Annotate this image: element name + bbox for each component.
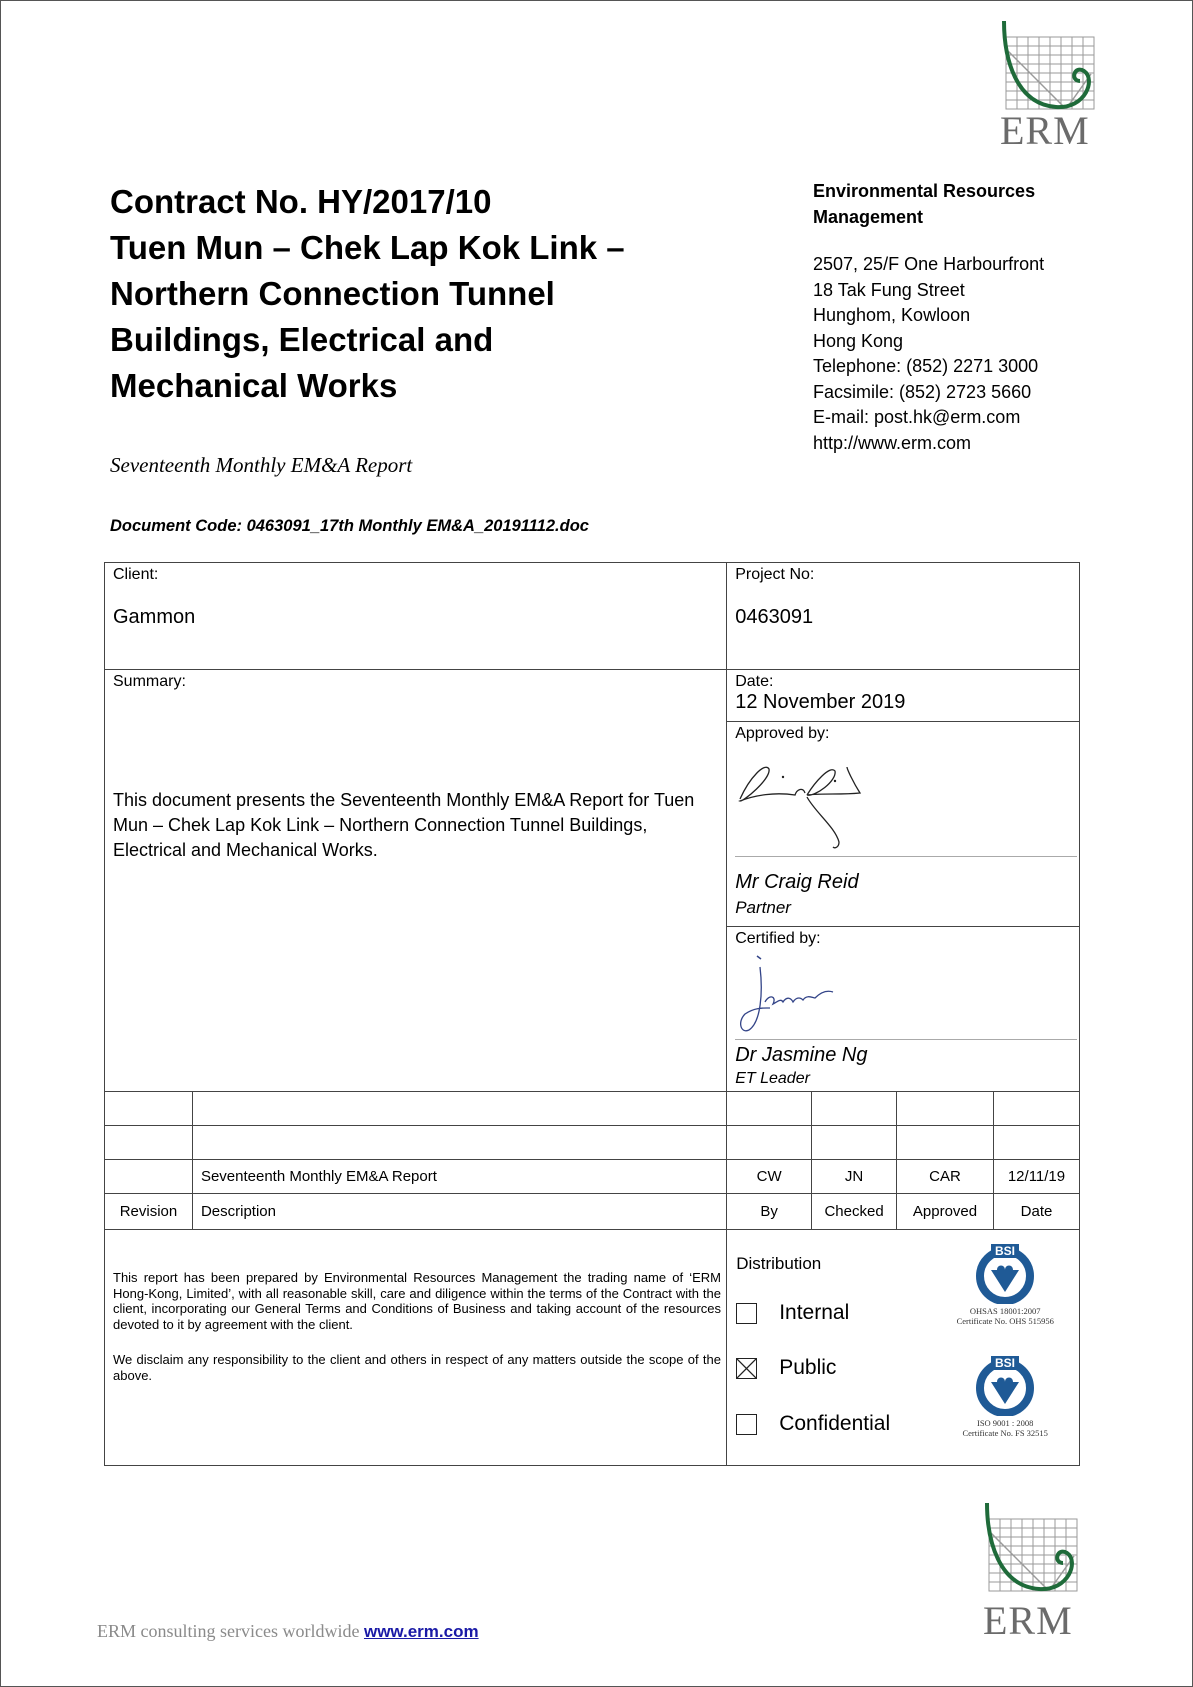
client-label: Client:: [113, 566, 159, 583]
distribution-option-confidential[interactable]: [736, 1412, 890, 1436]
approved-cell: [897, 1092, 994, 1126]
bsi-kitemark-icon: [973, 1240, 1037, 1304]
erm-logo-top: [996, 19, 1101, 153]
description-cell: [192, 1126, 726, 1160]
email: E-mail: post.hk@erm.com: [813, 407, 1021, 427]
description-cell: Seventeenth Monthly EM&A Report: [192, 1160, 726, 1194]
title-line: Buildings, Electrical and: [110, 321, 494, 358]
description-cell: [192, 1092, 726, 1126]
checked-cell: JN: [812, 1160, 897, 1194]
public-checkbox-checked[interactable]: [736, 1358, 757, 1379]
certification-standard: OHSAS 18001:2007: [969, 1306, 1041, 1316]
bsi-iso-certification: [940, 1352, 1070, 1438]
erm-logo-graphic-icon: [996, 19, 1101, 119]
checkbox-x-icon: [737, 1359, 756, 1378]
revision-row: [105, 1092, 1080, 1126]
description-header: Description: [192, 1194, 726, 1230]
title-line: Northern Connection Tunnel: [110, 275, 555, 312]
approved-by-cell: [727, 722, 1080, 927]
company-name: Management: [813, 206, 924, 227]
date-label: Date:: [735, 673, 774, 690]
footer-tagline: ERM consulting services worldwide: [97, 1621, 364, 1641]
document-title: [110, 179, 625, 409]
certified-by-cell: [727, 927, 1080, 1092]
by-cell: [727, 1126, 812, 1160]
client-value: Gammon: [113, 606, 196, 628]
date-cell: 12/11/19: [993, 1160, 1079, 1194]
facsimile: Facsimile: (852) 2723 5660: [813, 381, 1032, 402]
certifier-signature-icon: [735, 952, 855, 1037]
certified-by-label: Certified by:: [735, 930, 821, 947]
title-line: Mechanical Works: [110, 367, 398, 404]
disclaimer-paragraph: We disclaim any responsibility to the client and others in respect of any matters outside the scope of the above.: [113, 1352, 721, 1383]
revision-row: [105, 1126, 1080, 1160]
erm-logo-graphic-icon: [979, 1501, 1084, 1601]
certifier-title: ET Leader: [735, 1070, 810, 1087]
approver-signature-icon: [735, 757, 875, 852]
certificate-number: Certificate No. FS 32515: [962, 1428, 1048, 1438]
title-line: Contract No. HY/2017/10: [110, 183, 492, 220]
company-address-block: [813, 179, 1044, 456]
by-header: By: [727, 1194, 812, 1230]
bsi-kitemark-icon: [973, 1352, 1037, 1416]
date-value: 12 November 2019: [735, 691, 906, 713]
internal-label: Internal: [779, 1301, 850, 1324]
approver-title: Partner: [735, 898, 791, 917]
title-line: Tuen Mun – Chek Lap Kok Link –: [110, 229, 625, 266]
erm-logo-bottom: [979, 1501, 1084, 1641]
svg-text:BSI: BSI: [995, 1244, 1016, 1258]
address-line: Hong Kong: [813, 330, 904, 351]
date-cell: [727, 670, 1080, 722]
erm-logo-text: ERM: [983, 1598, 1073, 1643]
document-code: Document Code: 0463091_17th Monthly EM&A_20191112.doc: [110, 517, 589, 535]
internal-checkbox[interactable]: [736, 1303, 757, 1324]
project-no-value: 0463091: [735, 606, 814, 628]
checked-cell: [812, 1092, 897, 1126]
erm-website-link[interactable]: www.erm.com: [363, 1622, 479, 1641]
certifier-name: Dr Jasmine Ng: [735, 1044, 868, 1066]
address-line: 2507, 25/F One Harbourfront: [813, 254, 1045, 274]
date-header: Date: [993, 1194, 1079, 1230]
footer-text: [97, 1621, 479, 1642]
date-cell: [993, 1126, 1079, 1160]
checked-cell: [812, 1126, 897, 1160]
approved-header: Approved: [897, 1194, 994, 1230]
client-cell: [105, 563, 727, 670]
revision-header: Revision: [105, 1194, 193, 1230]
report-subtitle: Seventeenth Monthly EM&A Report: [110, 453, 413, 477]
website: http://www.erm.com: [813, 432, 972, 453]
summary-cell: [105, 670, 727, 1092]
svg-text:BSI: BSI: [995, 1356, 1016, 1370]
disclaimer-paragraph: This report has been prepared by Environmental Resources Management the trading name of ‘ERM Hong-Kong, Limited’, with all reasonable skill, care and diligence within the terms of the Contract with the client, incorporating our General Terms and Conditions of Business and taking account of the resources devoted to it by agreement with the client.: [113, 1270, 721, 1332]
summary-label: Summary:: [113, 673, 186, 690]
date-cell: [993, 1092, 1079, 1126]
bsi-ohsas-certification: [940, 1240, 1070, 1326]
approved-by-label: Approved by:: [735, 725, 830, 742]
revision-cell: [105, 1092, 193, 1126]
address-line: Hunghom, Kowloon: [813, 305, 971, 325]
confidential-checkbox[interactable]: [736, 1414, 757, 1435]
distribution-cell: [727, 1230, 1080, 1466]
distribution-option-internal[interactable]: [736, 1301, 849, 1325]
distribution-option-public[interactable]: [736, 1356, 836, 1380]
confidential-label: Confidential: [779, 1412, 891, 1435]
by-cell: [727, 1092, 812, 1126]
erm-logo-text: ERM: [1000, 108, 1090, 153]
by-cell: CW: [727, 1160, 812, 1194]
certificate-number: Certificate No. OHS 515956: [956, 1316, 1054, 1326]
approved-cell: CAR: [897, 1160, 994, 1194]
approved-cell: [897, 1126, 994, 1160]
disclaimer-cell: [105, 1230, 727, 1466]
summary-text: This document presents the Seventeenth Monthly EM&A Report for Tuen Mun – Chek Lap Kok Link – Northern Connection Tunnel Buildings, Electrical and Mechanical Works.: [113, 790, 695, 860]
revision-row: [105, 1160, 1080, 1194]
approver-name: Mr Craig Reid: [735, 871, 859, 893]
project-no-cell: [727, 563, 1080, 670]
checked-header: Checked: [812, 1194, 897, 1230]
document-info-table: [104, 562, 1080, 1466]
revision-cell: [105, 1160, 193, 1194]
distribution-label: Distribution: [736, 1254, 822, 1273]
address-line: 18 Tak Fung Street: [813, 279, 965, 300]
revision-header-row: [105, 1194, 1080, 1230]
revision-cell: [105, 1126, 193, 1160]
telephone: Telephone: (852) 2271 3000: [813, 356, 1039, 376]
project-no-label: Project No:: [735, 566, 815, 583]
certification-standard: ISO 9001 : 2008: [976, 1418, 1034, 1428]
public-label: Public: [779, 1356, 837, 1379]
company-name: Environmental Resources: [813, 181, 1036, 201]
